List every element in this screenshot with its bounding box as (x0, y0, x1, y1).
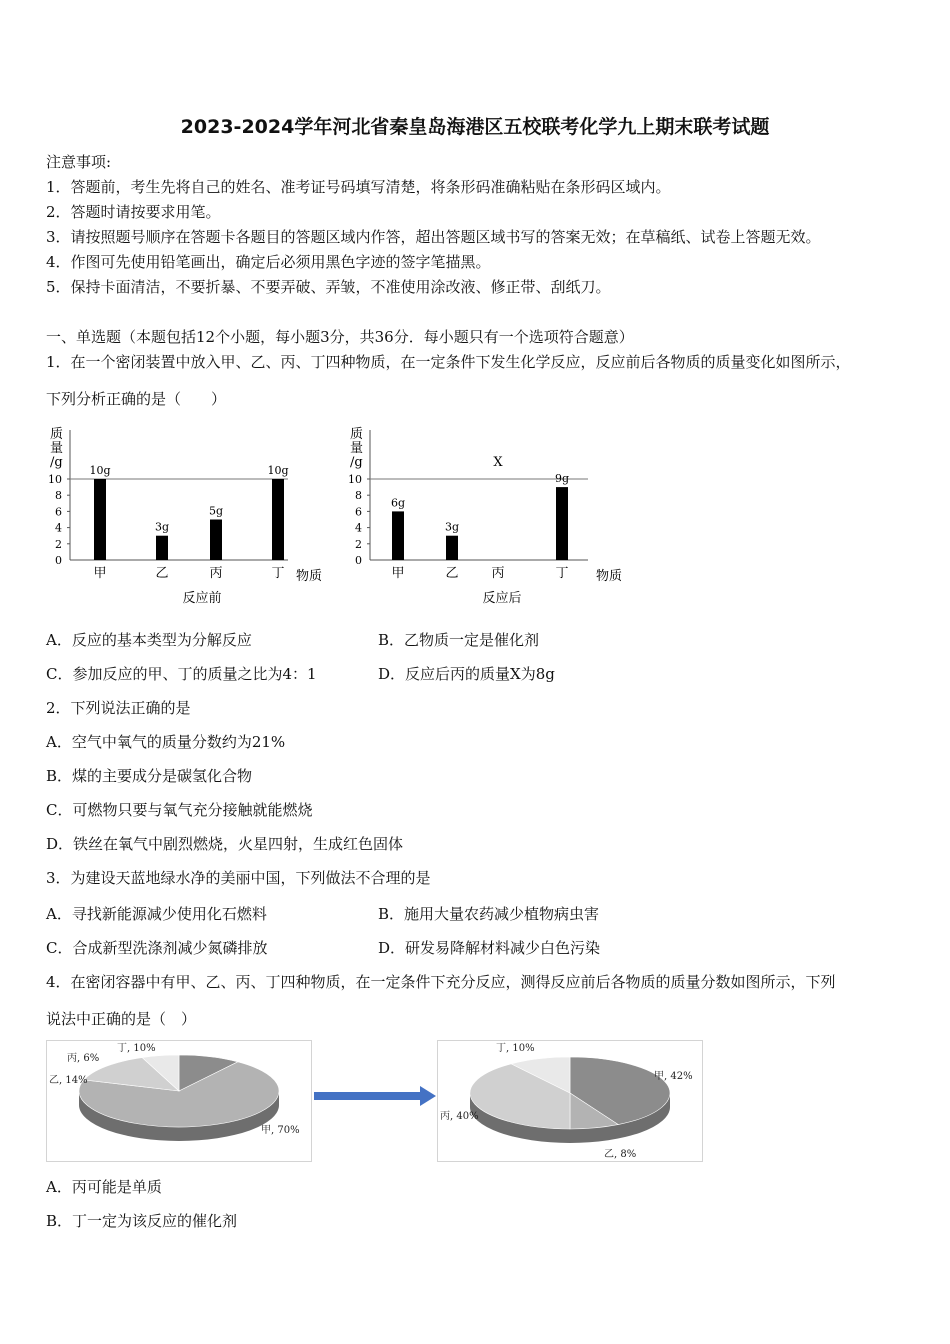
y-tick-label: 8 (55, 489, 62, 503)
y-tick-label: 10 (48, 473, 62, 486)
pie-chart-after-frame (437, 1040, 703, 1162)
q1-option-a: A．反应的基本类型为分解反应 (46, 631, 252, 649)
pie-chart-before-frame (46, 1040, 312, 1162)
bar-charts (0, 420, 660, 615)
x-tick-label: 丙 (491, 566, 505, 581)
y-axis-label: /g (50, 455, 63, 470)
bar-data-label: 5g (208, 504, 224, 518)
y-tick-label: 0 (55, 554, 62, 567)
q3-option-a: A．寻找新能源减少使用化石燃料 (46, 905, 267, 923)
pie-data-label: 丙, 6% (67, 1053, 100, 1064)
x-axis-label: 物质 (596, 569, 623, 584)
pie-data-label: 甲, 70% (261, 1125, 300, 1136)
q3-option-d: D．研发易降解材料减少白色污染 (378, 939, 601, 957)
pie-data-label: 丁, 10% (496, 1043, 535, 1054)
y-axis-label: 质 (50, 427, 64, 442)
q1-option-d: D．反应后丙的质量X为8g (378, 665, 555, 683)
q2-stem: 2．下列说法正确的是 (46, 699, 191, 717)
bar-data-label: 10g (267, 464, 289, 477)
bar-data-label: 6g (390, 496, 406, 510)
chart-title: 反应后 (482, 591, 522, 606)
pie-data-label: 乙, 14% (49, 1075, 88, 1086)
y-tick-label: 4 (55, 521, 62, 535)
q4-option-a: A．丙可能是单质 (46, 1178, 162, 1196)
q1-option-b: B．乙物质一定是催化剂 (378, 631, 540, 649)
chart-title: 反应前 (182, 591, 222, 606)
x-tick-label: 甲 (93, 566, 107, 581)
bar-data-label: 3g (444, 520, 460, 534)
bar (156, 536, 168, 560)
notice-item-4: 4．作图可先使用铅笔画出，确定后必须用黑色字迹的签字笔描黑。 (46, 253, 491, 271)
q4-stem-line2: 说法中正确的是（ ） (46, 1010, 197, 1028)
pie-chart-after (438, 1041, 702, 1161)
q4-stem-line1: 4．在密闭容器中有甲、乙、丙、丁四种物质，在一定条件下充分反应，测得反应前后各物质的质量分数如图所示，下列 (46, 973, 836, 991)
y-tick-label: 0 (355, 554, 362, 567)
x-tick-label: 丁 (271, 566, 285, 581)
notice-item-1: 1．答题前，考生先将自己的姓名、准考证号码填写清楚，将条形码准确粘贴在条形码区域内。 (46, 178, 671, 196)
y-tick-label: 6 (55, 505, 62, 519)
y-axis-label: /g (350, 455, 363, 470)
notice-heading: 注意事项: (46, 153, 112, 171)
bar-chart-before (48, 427, 322, 606)
x-tick-label: 乙 (445, 566, 459, 581)
bar-chart-after (348, 427, 622, 606)
y-tick-label: 10 (348, 473, 362, 486)
arrow-icon (312, 1084, 440, 1108)
q2-option-c: C．可燃物只要与氧气充分接触就能燃烧 (46, 801, 313, 819)
q3-option-b: B．施用大量农药减少植物病虫害 (378, 905, 600, 923)
bar (392, 511, 404, 560)
section-heading: 一、单选题（本题包括12个小题，每小题3分，共36分．每小题只有一个选项符合题意） (46, 328, 634, 346)
x-tick-label: 乙 (155, 566, 169, 581)
x-tick-label: 丙 (209, 566, 223, 581)
notice-item-3: 3．请按照题号顺序在答题卡各题目的答题区域内作答，超出答题区域书写的答案无效；在草稿纸、试卷上答题无效。 (46, 228, 821, 246)
page-title: 2023-2024学年河北省秦皇岛海港区五校联考化学九上期末联考试题 (180, 116, 770, 138)
bar (272, 479, 284, 560)
x-tick-label: 甲 (391, 566, 405, 581)
bar (446, 536, 458, 560)
y-tick-label: 8 (355, 489, 362, 503)
pie-chart-before (47, 1041, 311, 1161)
q3-option-c: C．合成新型洗涤剂减少氮磷排放 (46, 939, 268, 957)
q3-stem: 3．为建设天蓝地绿水净的美丽中国，下列做法不合理的是 (46, 869, 431, 887)
q2-option-d: D．铁丝在氧气中剧烈燃烧，火星四射，生成红色固体 (46, 835, 404, 853)
bar-data-label: 10g (89, 464, 111, 477)
q2-option-b: B．煤的主要成分是碳氢化合物 (46, 767, 253, 785)
bar-data-label: 9g (554, 472, 570, 486)
bar (94, 479, 106, 560)
x-tick-label: 丁 (555, 566, 569, 581)
pie-data-label: 丙, 40% (440, 1111, 479, 1122)
notice-item-2: 2．答题时请按要求用笔。 (46, 203, 221, 221)
bar (556, 487, 568, 560)
y-axis-label: 量 (350, 441, 364, 456)
q4-option-b: B．丁一定为该反应的催化剂 (46, 1212, 238, 1230)
notice-item-5: 5．保持卡面清洁，不要折暴、不要弄破、弄皱，不准使用涂改液、修正带、刮纸刀。 (46, 278, 611, 296)
q1-stem-line1: 1．在一个密闭装置中放入甲、乙、丙、丁四种物质，在一定条件下发生化学反应，反应前后各物质的质量变化如图所示， (46, 353, 851, 371)
x-axis-label: 物质 (296, 569, 323, 584)
bar-data-label: 3g (154, 520, 170, 534)
bar-data-label: X (493, 455, 503, 470)
y-tick-label: 6 (355, 505, 362, 519)
pie-data-label: 乙, 8% (604, 1149, 637, 1160)
q2-option-a: A．空气中氧气的质量分数约为21% (46, 733, 286, 751)
y-axis-label: 质 (350, 427, 364, 442)
y-tick-label: 4 (355, 521, 362, 535)
y-axis-label: 量 (50, 441, 64, 456)
q1-stem-line2: 下列分析正确的是（ ） (46, 390, 227, 408)
y-tick-label: 2 (55, 537, 62, 551)
bar (210, 520, 222, 561)
y-tick-label: 2 (355, 537, 362, 551)
pie-data-label: 丁, 10% (117, 1043, 156, 1054)
q1-option-c: C．参加反应的甲、丁的质量之比为4：1 (46, 665, 317, 683)
pie-data-label: 甲, 42% (654, 1071, 693, 1082)
